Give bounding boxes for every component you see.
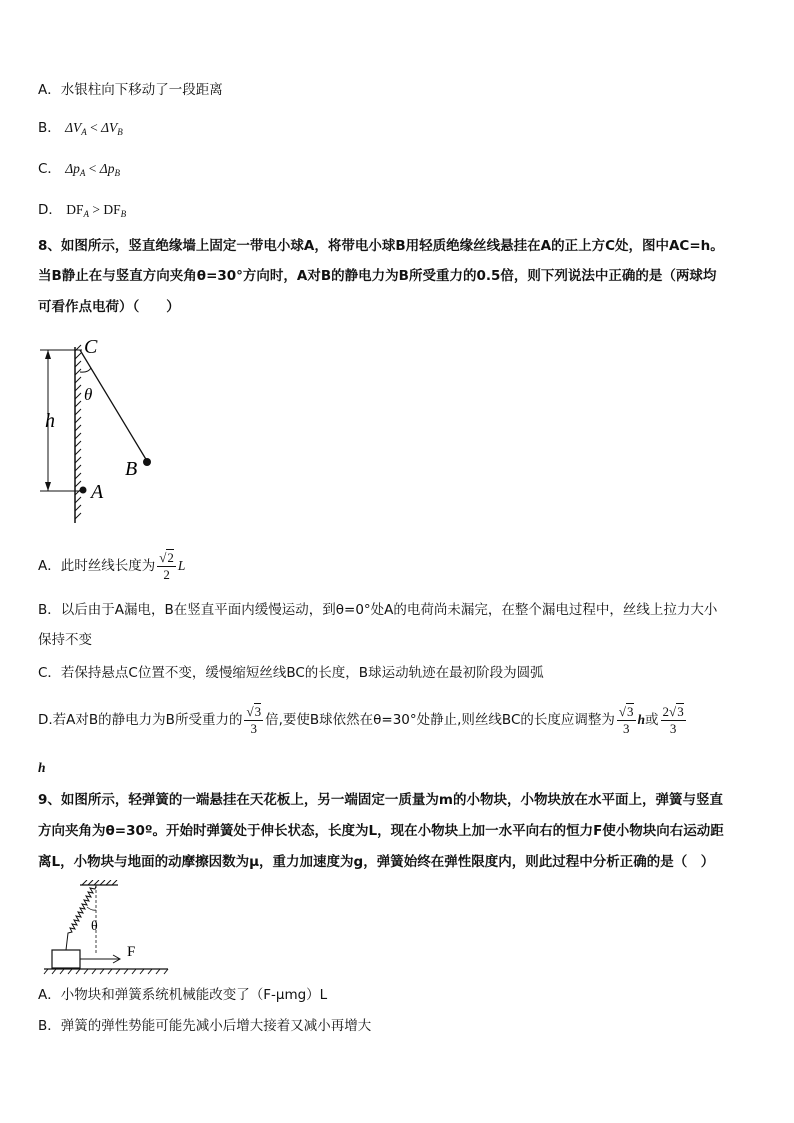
angle-arc bbox=[80, 368, 91, 372]
ceiling-hatching bbox=[82, 880, 117, 885]
label-c: C bbox=[84, 336, 98, 358]
q8-stem-line-1: 8、如图所示，竖直绝缘墙上固定一带电小球A，将带电小球B用轻质绝缘丝线悬挂在A的正上方C处，图中AC=h。 bbox=[38, 238, 724, 254]
q7-option-d bbox=[38, 200, 126, 224]
dimension-arrow-down bbox=[45, 482, 51, 491]
q8-option-d-tail: h bbox=[38, 760, 46, 775]
dimension-arrow-up bbox=[45, 350, 51, 359]
q7-option-d-label: D． bbox=[38, 202, 62, 218]
q7-option-d-math: $DF_A > DF_B$ bbox=[66, 202, 127, 219]
spring-coil bbox=[66, 886, 96, 950]
q8-option-a-fraction: $\frac{√2}{2}$ bbox=[159, 549, 174, 582]
q8-figure bbox=[36, 333, 166, 528]
q7-option-c-label: C． bbox=[38, 161, 61, 177]
q7-option-c bbox=[38, 159, 120, 183]
ball-b bbox=[143, 458, 151, 466]
q8-option-d-fraction-3: $\frac{2√3}{3}$ bbox=[662, 703, 684, 736]
q8-option-c: C．若保持悬点C位置不变，缓慢缩短丝线BC的长度，B球运动轨迹在最初阶段为圆弧 bbox=[38, 665, 544, 681]
q8-option-b-line-2: 保持不变 bbox=[38, 632, 92, 648]
q7-option-b bbox=[38, 118, 123, 142]
q9-stem-line-2: 方向夹角为θ=30º。开始时弹簧处于伸长状态，长度为L，现在小物块上加一水平向右的恒力F使小物块向右运动距 bbox=[38, 823, 724, 839]
q9-figure bbox=[40, 880, 175, 980]
q7-option-a: A．水银柱向下移动了一段距离 bbox=[38, 82, 223, 98]
block bbox=[52, 950, 80, 968]
label-theta: θ bbox=[84, 385, 93, 404]
q7-option-b-label: B． bbox=[38, 120, 61, 136]
q9-stem-line-1: 9、如图所示，轻弹簧的一端悬挂在天花板上，另一端固定一质量为m的小物块，小物块放在水平面上，弹簧与竖直 bbox=[38, 792, 723, 808]
q9-option-b: B．弹簧的弹性势能可能先减小后增大接着又减小再增大 bbox=[38, 1018, 372, 1034]
q8-stem-line-3: 可看作点电荷）（ ） bbox=[38, 299, 180, 315]
label-theta: θ bbox=[91, 919, 98, 934]
label-a: A bbox=[91, 481, 104, 503]
q8-option-d-fraction-2: $\frac{√3}{3}$ bbox=[618, 703, 634, 736]
q8-option-a: A．此时丝线长度为 $\frac{√2}{2}$ L bbox=[38, 549, 186, 582]
q9-stem-line-3: 离L，小物块与地面的动摩擦因数为μ，重力加速度为g，弹簧始终在弹性限度内，则此过程中分析正确的是（ ） bbox=[38, 854, 715, 870]
label-h: h bbox=[45, 410, 55, 432]
ground-hatching bbox=[44, 969, 168, 974]
wall-hatching bbox=[75, 345, 81, 519]
q8-stem-line-2: 当B静止在与竖直方向夹角θ=30°方向时，A对B的静电力为B所受重力的0.5倍，则下列说法中正确的是（两球均 bbox=[38, 268, 717, 284]
q9-option-a: A．小物块和弹簧系统机械能改变了（F-μmg）L bbox=[38, 987, 328, 1003]
thread-line bbox=[80, 350, 147, 461]
q7-option-c-math: $\Delta p_A < \Delta p_B$ bbox=[65, 161, 120, 178]
q7-option-b-math: $\Delta V_A < \Delta V_B$ bbox=[65, 120, 123, 137]
label-f: F bbox=[127, 944, 136, 960]
ball-a bbox=[80, 487, 87, 494]
label-b: B bbox=[125, 458, 138, 480]
q8-option-d: D.若A对B的静电力为B所受重力的 $\frac{√3}{3}$ 倍,要使B球依然在θ=30°处静止,则丝线BC的长度应调整为 $\frac{√3}{3}$ h或 $\frac{2√3}{3}$ bbox=[38, 703, 684, 736]
q8-option-b-line-1: B．以后由于A漏电，B在竖直平面内缓慢运动，到θ=0°处A的电荷尚未漏完，在整个漏电过程中，丝线上拉力大小 bbox=[38, 602, 718, 618]
q8-option-d-fraction-1: $\frac{√3}{3}$ bbox=[246, 703, 262, 736]
angle-arc bbox=[87, 907, 96, 910]
